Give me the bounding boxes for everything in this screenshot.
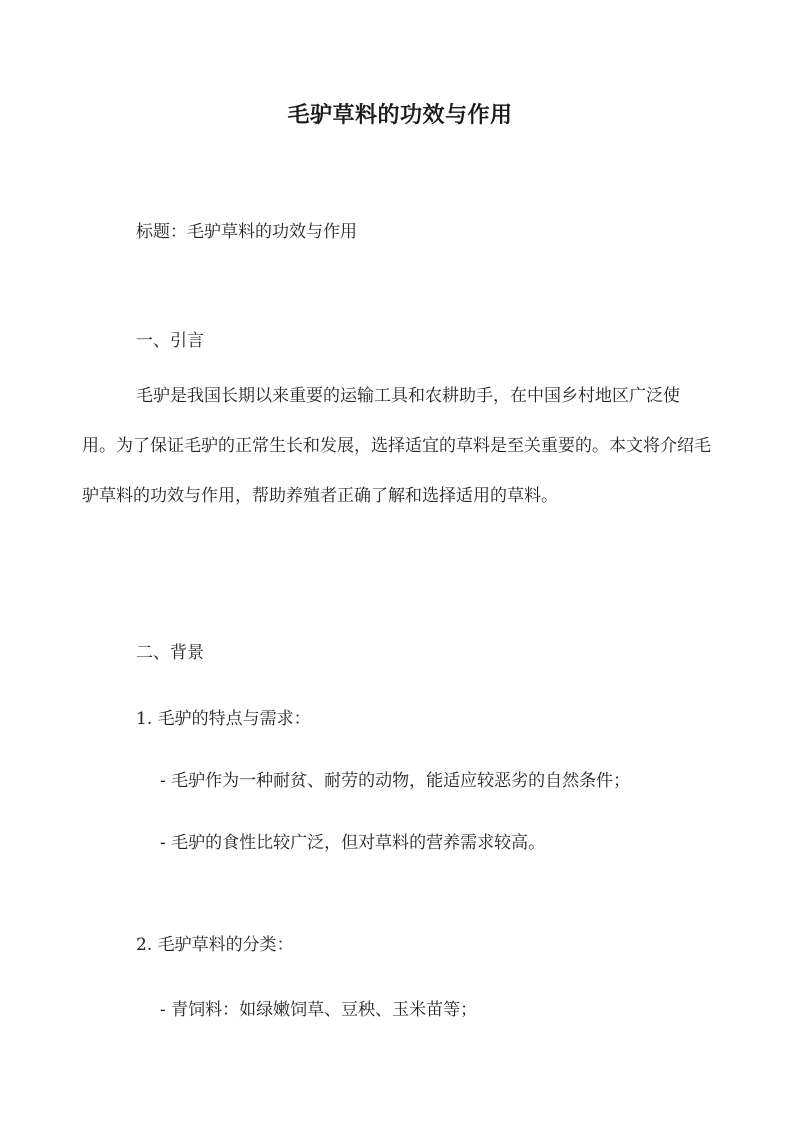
- list-bullet: - 毛驴的食性比较广泛，但对草料的营养需求较高。: [160, 833, 546, 853]
- list-item-label: 2. 毛驴草料的分类：: [136, 935, 294, 955]
- list-bullet: - 毛驴作为一种耐贫、耐劳的动物，能适应较恶劣的自然条件；: [160, 771, 631, 791]
- list-bullet: - 青饲料：如绿嫩饲草、豆秧、玉米苗等；: [160, 1000, 478, 1020]
- heading-line: 标题：毛驴草料的功效与作用: [136, 222, 357, 242]
- list-item-label: 1. 毛驴的特点与需求：: [136, 709, 311, 729]
- section-heading-intro: 一、引言: [136, 331, 204, 351]
- document-title: 毛驴草料的功效与作用: [287, 102, 513, 128]
- section-heading-background: 二、背景: [136, 643, 204, 663]
- intro-paragraph: [82, 371, 712, 521]
- intro-paragraph-text: 毛驴是我国长期以来重要的运输工具和农耕助手，在中国乡村地区广泛使用。为了保证毛驴的正常生长和发展，选择适宜的草料是至关重要的。本文将介绍毛驴草料的功效与作用，帮助养殖者正确了解和选择适用的草料。: [82, 386, 711, 506]
